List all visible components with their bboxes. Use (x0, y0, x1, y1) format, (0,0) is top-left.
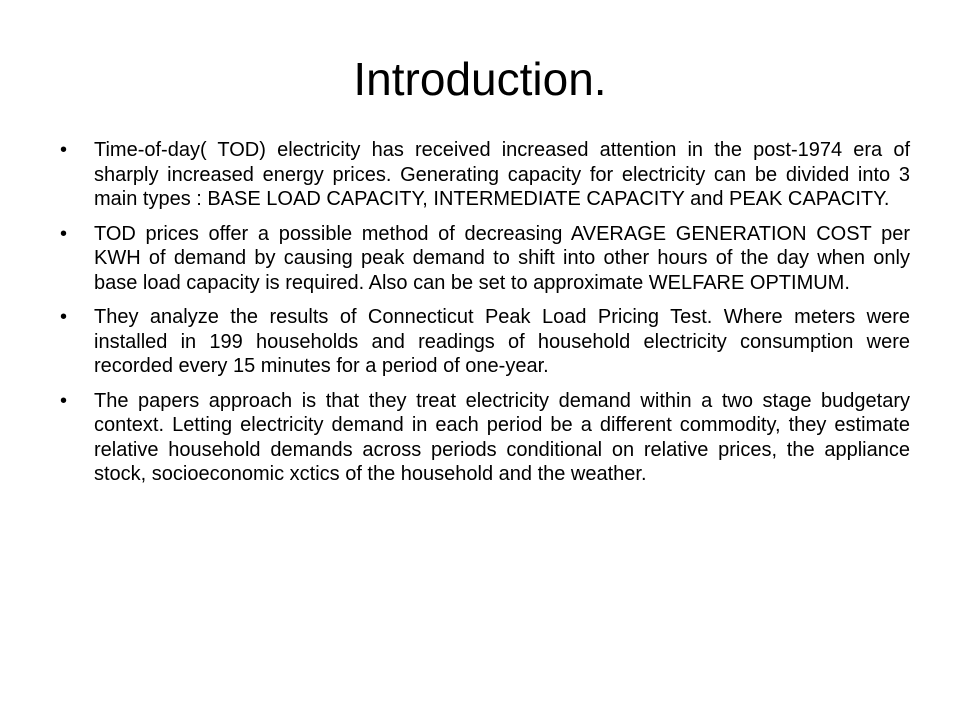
bullet-text: The papers approach is that they treat electricity demand within a two stage budgetary context. Letting electricity demand in each period be a different commodity, they estimate relative household demands across periods conditional on relative prices, the appliance stock, socioeconomic xctics of the household and the weather. (94, 389, 910, 485)
bullet-text: TOD prices offer a possible method of decreasing AVERAGE GENERATION COST per KWH of demand by causing peak demand to shift into other hours of the day when only base load capacity is required. Also can be set to approximate WELFARE OPTIMUM. (94, 222, 910, 294)
bullet-marker-icon: • (60, 389, 68, 412)
bullet-item (60, 305, 910, 379)
bullet-marker-icon: • (60, 306, 68, 328)
bullet-marker-icon: • (60, 222, 68, 245)
bullet-item (60, 222, 910, 296)
bullet-text: They analyze the results of Connecticut Peak Load Pricing Test. Where meters were installed in 199 households and readings of household electricity consumption were recorded every 15 minutes for a period of one-year. (94, 306, 910, 377)
bullet-item (60, 138, 910, 212)
bullet-item (60, 389, 910, 487)
bullet-text: Time-of-day( TOD) electricity has received increased attention in the post-1974 era of sharply increased energy prices. Generating capacity for electricity can be divided into 3 main types : BASE LOAD CAPACITY, INTERMEDIATE CAPACITY and PEAK CAPACITY. (94, 139, 910, 210)
slide-title: Introduction. (353, 53, 607, 105)
bullet-marker-icon: • (60, 139, 68, 161)
bullet-list (60, 138, 910, 497)
